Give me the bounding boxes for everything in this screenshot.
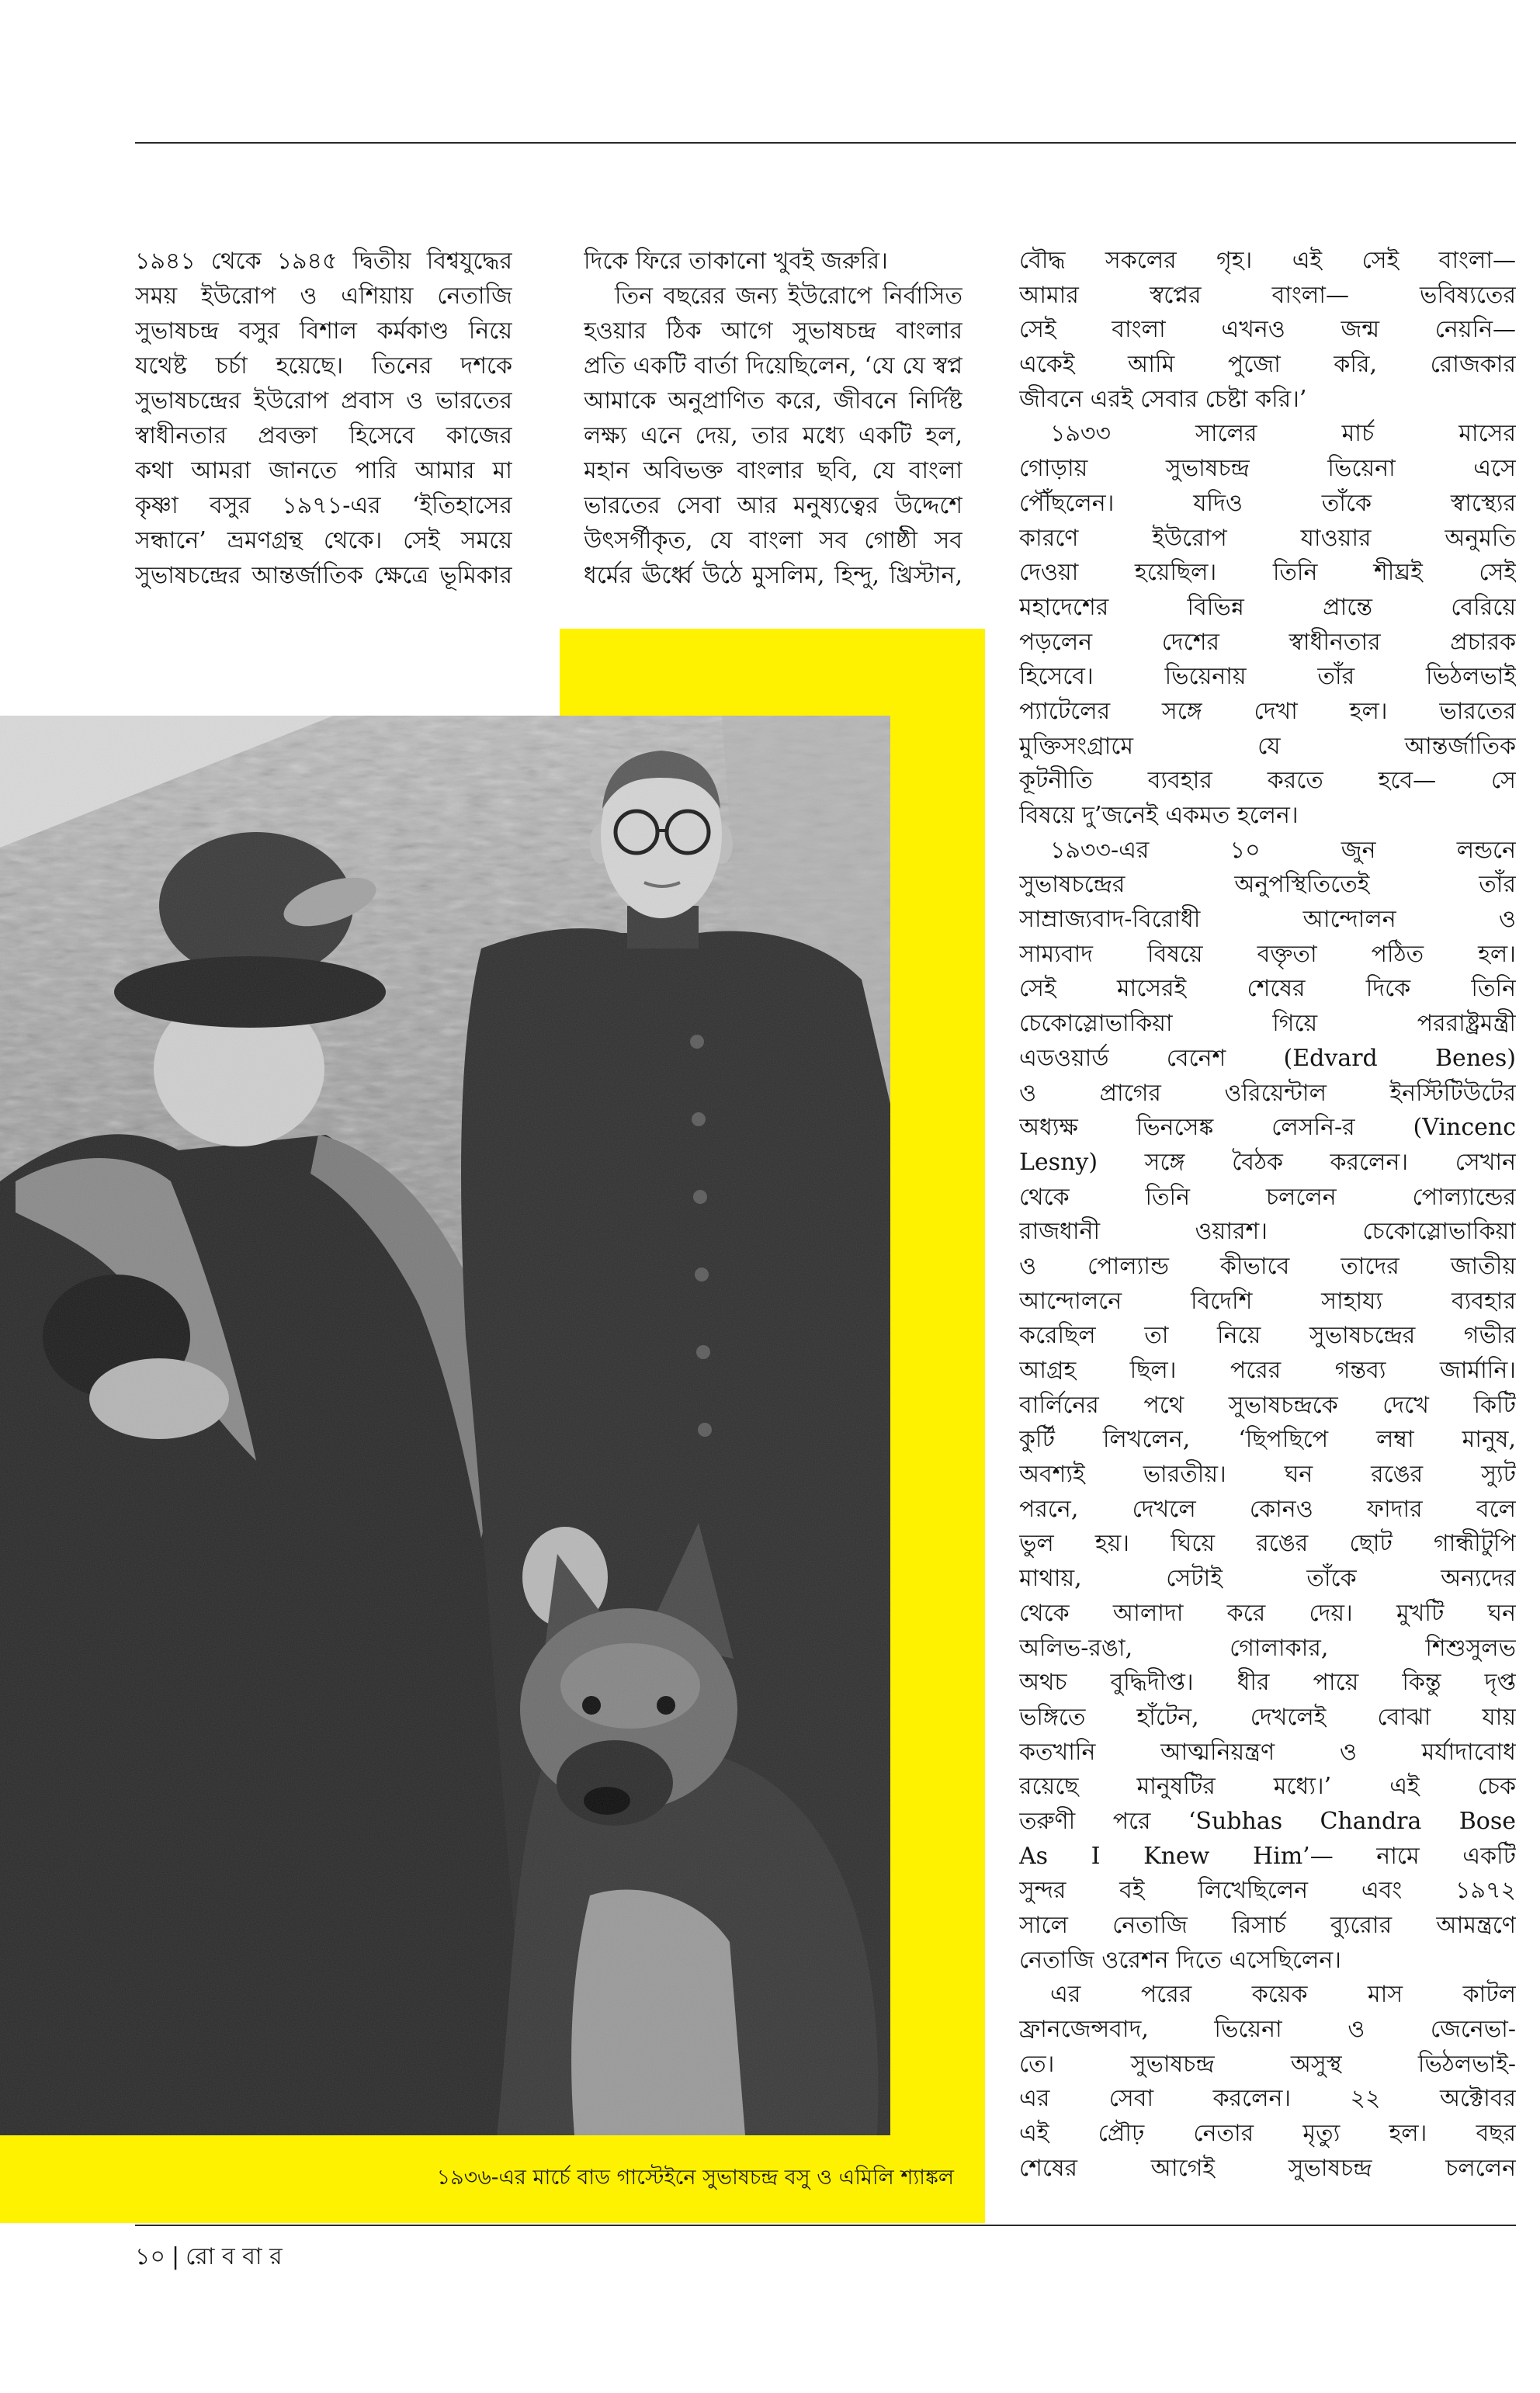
paragraph xyxy=(1019,1978,1516,2186)
text-line: ধর্মের ঊর্ধ্বে উঠে মুসলিম, হিন্দু, খ্রিস্টান, xyxy=(584,562,962,589)
text-line: সেই মাসেরই শেষের দিকে তিনি xyxy=(1019,975,1516,1003)
text-line: তিন বছরের জন্য ইউরোপে নির্বাসিত xyxy=(615,283,962,310)
text-line: পৌঁছলেন। যদিও তাঁকে স্বাস্থ্যের xyxy=(1019,489,1516,517)
text-line: ও পোল্যান্ড কীভাবে তাদের জাতীয় xyxy=(1019,1252,1516,1280)
footer-separator: | xyxy=(171,2243,180,2270)
text-line: দিকে ফিরে তাকানো খুবই জরুরি। xyxy=(584,248,888,275)
text-line: গোড়ায় সুভাষচন্দ্র ভিয়েনা এসে xyxy=(1019,455,1516,483)
text-line: ভারতের সেবা আর মনুষ্যত্বের উদ্দেশে xyxy=(584,492,962,519)
top-rule xyxy=(135,142,1516,144)
page-number: ১০ xyxy=(135,2243,165,2270)
text-line: বার্লিনের পথে সুভাষচন্দ্রকে দেখে কিটি xyxy=(1019,1391,1516,1419)
photo-caption-band xyxy=(0,2135,985,2223)
text-line: থেকে তিনি চললেন পোল্যান্ডের xyxy=(1019,1183,1516,1211)
text-line: ১৯৩৩-এর ১০ জুন লন্ডনে xyxy=(1050,836,1516,864)
text-line: সুন্দর বই লিখেছিলেন এবং ১৯৭২ xyxy=(1019,1877,1516,1905)
text-line: সালে নেতাজি রিসার্চ ব্যুরোর আমন্ত্রণে xyxy=(1019,1912,1516,1939)
text-line: করেছিল তা নিয়ে সুভাষচন্দ্রের গভীর xyxy=(1019,1322,1516,1350)
text-line: পড়লেন দেশের স্বাধীনতার প্রচারক xyxy=(1019,628,1516,656)
text-line: হিসেবে। ভিয়েনায় তাঁর ভিঠলভাই xyxy=(1019,663,1516,691)
photo-bose-schenkl xyxy=(0,716,890,2135)
text-line: সাম্যবাদ বিষয়ে বক্তৃতা পঠিত হল। xyxy=(1019,940,1516,968)
text-line: আমার স্বপ্নের বাংলা— ভবিষ্যতের xyxy=(1019,281,1516,309)
text-line: ১৯৩৩ সালের মার্চ মাসের xyxy=(1050,420,1516,448)
paragraph xyxy=(1019,417,1516,833)
text-line: রাজধানী ওয়ারশ। চেকোস্লোভাকিয়া xyxy=(1019,1218,1516,1246)
text-line: অথচ বুদ্ধিদীপ্ত। ধীর পায়ে কিন্তু দৃপ্ত xyxy=(1019,1669,1516,1697)
text-line: আগ্রহ ছিল। পরের গন্তব্য জার্মানি। xyxy=(1019,1357,1516,1384)
text-line: কথা আমরা জানতে পারি আমার মা xyxy=(135,457,512,484)
text-line: ১৯৪১ থেকে ১৯৪৫ দ্বিতীয় বিশ্বযুদ্ধের xyxy=(135,248,512,275)
text-line: Lesny) সঙ্গে বৈঠক করলেন। সেখান xyxy=(1019,1148,1516,1176)
article-column-1 xyxy=(135,244,512,593)
text-line: এডওয়ার্ড বেনেশ (Edvard Benes) xyxy=(1019,1044,1516,1072)
text-line: কূটনীতি ব্যবহার করতে হবে— সে xyxy=(1019,767,1516,795)
paragraph xyxy=(584,244,962,279)
text-line: সুভাষচন্দ্রের আন্তর্জাতিক ক্ষেত্রে ভূমিকার xyxy=(135,562,512,589)
text-line: আন্দোলনে বিদেশি সাহায্য ব্যবহার xyxy=(1019,1287,1516,1315)
magazine-name: রো ব বা র xyxy=(186,2243,283,2270)
text-line: কতখানি আত্মনিয়ন্ত্রণ ও মর্যাদাবোধ xyxy=(1019,1738,1516,1766)
paragraph xyxy=(1019,244,1516,417)
film-grain xyxy=(0,716,890,2135)
text-line: কৃষ্ণা বসুর ১৯৭১-এর ‘ইতিহাসের xyxy=(135,492,512,519)
paragraph xyxy=(135,244,512,593)
text-line: রয়েছে মানুষটির মধ্যে।’ এই চেক xyxy=(1019,1773,1516,1801)
text-line: মহান অবিভক্ত বাংলার ছবি, যে বাংলা xyxy=(584,457,962,484)
text-line: মহাদেশের বিভিন্ন প্রান্তে বেরিয়ে xyxy=(1019,593,1516,621)
text-line: পরনে, দেখলে কোনও ফাদার বলে xyxy=(1019,1495,1516,1523)
text-line: হওয়ার ঠিক আগে সুভাষচন্দ্র বাংলার xyxy=(584,317,962,345)
text-line: বৌদ্ধ সকলের গৃহ। এই সেই বাংলা— xyxy=(1019,247,1516,274)
text-line: যথেষ্ট চর্চা হয়েছে। তিনের দশকে xyxy=(135,352,512,380)
text-line: সুভাষচন্দ্র বসুর বিশাল কর্মকাণ্ড নিয়ে xyxy=(135,317,512,345)
text-line: সন্ধানে’ ভ্রমণগ্রন্থ থেকে। সেই সময়ে xyxy=(135,527,512,554)
text-line: ভুল হয়। ঘিয়ে রঙের ছোট গান্ধীটুপি xyxy=(1019,1530,1516,1558)
text-line: সময় ইউরোপ ও এশিয়ায় নেতাজি xyxy=(135,283,512,310)
text-line: প্রতি একটি বার্তা দিয়েছিলেন, ‘যে যে স্বপ্ন xyxy=(584,352,962,380)
bottom-rule xyxy=(135,2225,1516,2226)
text-line: তরুণী পরে ‘Subhas Chandra Bose xyxy=(1019,1807,1516,1835)
text-line: ও প্রাগের ওরিয়েন্টাল ইনস্টিটিউটের xyxy=(1019,1079,1516,1107)
text-line: অধ্যক্ষ ভিনসেঙ্ক লেসনি-র (Vincenc xyxy=(1019,1114,1516,1142)
text-line: কারণে ইউরোপ যাওয়ার অনুমতি xyxy=(1019,524,1516,552)
text-line: সুভাষচন্দ্রের অনুপস্থিতিতেই তাঁর xyxy=(1019,871,1516,899)
article-column-2 xyxy=(584,244,962,593)
text-line: আমাকে অনুপ্রাণিত করে, জীবনে নির্দিষ্ট xyxy=(584,387,962,414)
text-line: অবশ্যই ভারতীয়। ঘন রঙের স্যুট xyxy=(1019,1461,1516,1489)
text-line: মাথায়, সেটাই তাঁকে অন্যদের xyxy=(1019,1565,1516,1593)
text-line: স্বাধীনতার প্রবক্তা হিসেবে কাজের xyxy=(135,422,512,449)
text-line: জীবনে এরই সেবার চেষ্টা করি।’ xyxy=(1019,385,1307,413)
text-line: এর সেবা করলেন। ২২ অক্টোবর xyxy=(1019,2085,1516,2113)
text-line: সুভাষচন্দ্রের ইউরোপ প্রবাস ও ভারতের xyxy=(135,387,512,414)
text-line: নেতাজি ওরেশন দিতে এসেছিলেন। xyxy=(1019,1946,1342,1974)
text-line: ভঙ্গিতে হাঁটেন, দেখলেই বোঝা যায় xyxy=(1019,1703,1516,1731)
text-line: থেকে আলাদা করে দেয়। মুখটি ঘন xyxy=(1019,1599,1516,1627)
text-line: এর পরের কয়েক মাস কাটল xyxy=(1050,1981,1516,2009)
text-line: ফ্রানজেন্সবাদ, ভিয়েনা ও জেনেভা- xyxy=(1019,2016,1516,2044)
text-line: অলিভ-রঙা, গোলাকার, শিশুসুলভ xyxy=(1019,1634,1516,1662)
page-footer xyxy=(135,2239,283,2274)
text-line: শেষের আগেই সুভাষচন্দ্র চললেন xyxy=(1019,2154,1516,2182)
text-line: মুক্তিসংগ্রামে যে আন্তর্জাতিক xyxy=(1019,732,1516,760)
text-line: একেই আমি পুজো করি, রোজকার xyxy=(1019,351,1516,379)
text-line: প্যাটেলের সঙ্গে দেখা হল। ভারতের xyxy=(1019,697,1516,725)
photo-image xyxy=(0,716,890,2135)
text-line: উৎসর্গীকৃত, যে বাংলা সব গোষ্ঠী সব xyxy=(584,527,962,554)
text-line: এই প্রৌঢ় নেতার মৃত্যু হল। বছর xyxy=(1019,2120,1516,2148)
text-line: সাম্রাজ্যবাদ-বিরোধী আন্দোলন ও xyxy=(1019,906,1516,934)
text-line: চেকোস্লোভাকিয়া গিয়ে পররাষ্ট্রমন্ত্রী xyxy=(1019,1010,1516,1038)
paragraph xyxy=(1019,834,1516,1979)
photo-caption: ১৯৩৬-এর মার্চে বাড গাস্টেইনে সুভাষচন্দ্র বসু ও এমিলি শ্যাঙ্কল xyxy=(436,2166,954,2190)
text-line: কুর্টি লিখলেন, ‘ছিপছিপে লম্বা মানুষ, xyxy=(1019,1426,1516,1454)
paragraph xyxy=(584,279,962,593)
text-line: দেওয়া হয়েছিল। তিনি শীঘ্রই সেই xyxy=(1019,559,1516,587)
text-line: সেই বাংলা এখনও জন্ম নেয়নি— xyxy=(1019,316,1516,344)
text-line: লক্ষ্য এনে দেয়, তার মধ্যে একটি হল, xyxy=(584,422,962,449)
text-line: As I Knew Him’— নামে একটি xyxy=(1019,1842,1516,1870)
article-column-3 xyxy=(1019,244,1516,2187)
text-line: বিষয়ে দু’জনেই একমত হলেন। xyxy=(1019,802,1299,829)
text-line: তে। সুভাষচন্দ্র অসুস্থ ভিঠলভাই- xyxy=(1019,2050,1516,2078)
